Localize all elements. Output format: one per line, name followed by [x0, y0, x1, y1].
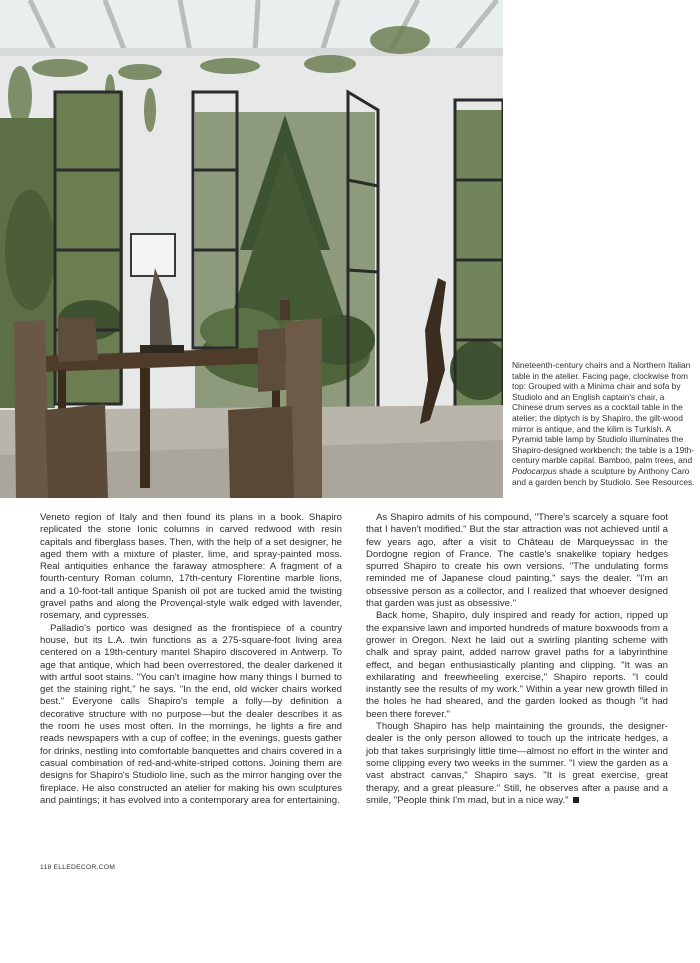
caption-text-part-1: Nineteenth-century chairs and a Northern Italian table in the atelier. Facing page, clockwise from top: Grouped with a Minima chair and sofa by Studiolo and an English captain's chair, a Chinese drum serves as a cocktail table in the atelier; the diptych is by Shapiro, the gilt-wood mirror is antique, and the kilim is Turkish. A Pyramid table lamp by Studiolo illuminates the Shapiro-designed workbench; the table is a 19th-century marble capital. Bamboo, palm trees, and [512, 360, 695, 466]
atelier-scene-illustration [0, 0, 503, 498]
photo-caption [512, 360, 696, 487]
article-paragraph-last [366, 721, 668, 807]
article-paragraph: As Shapiro admits of his compound, "There's scarcely a square foot that I haven't modified." But the star attraction was not achieved until a few years ago, after a visit to Château de Marqueyssac in the Dordogne region of France. The castle's snakelike topiary hedges spurred Shapiro to create his own versions. "The undulating forms reminded me of Japanese cloud painting," says the dealer. "I'm an obsessive person as a collector, and I realized that whoever designed that garden was just as obsessive." [366, 512, 668, 610]
caption-text [512, 360, 696, 487]
end-of-article-mark [573, 797, 579, 803]
caption-text-part-2: shade a sculpture by Anthony Caro and a garden bench by Studiolo. See Resources. [512, 465, 695, 487]
page-folio [40, 864, 115, 871]
website-url: ELLEDECOR.COM [53, 864, 116, 871]
article-column-right [366, 512, 668, 807]
article-column-left [40, 512, 342, 807]
article-paragraph-text: Though Shapiro has help maintaining the grounds, the designer-dealer is the only person allowed to touch up the intricate hedges, a job that takes surprisingly little time—almost no effort in the winter and some clipping every two weeks in the summer. "I view the garden as a vast abstract canvas," Shapiro says. "It is great exercise, great therapy, and a great pleasure." Still, he observes after a pause and a smile, "People think I'm mad, but in a nice way." [366, 721, 668, 806]
article-paragraph: Veneto region of Italy and then found its plans in a book. Shapiro replicated the stone Ionic columns in carved redwood with resin capitals and fiberglass bases. Then, with the help of a set designer, he aged them with a mixture of plaster, lime, and spray-painted moss. Real antiquities enhance the faraway atmosphere: A fragment of a fourth-century Roman column, 17th-century Florentine marble lions, and a 10-foot-tall antique Spanish oil pot are tucked amid the twisting gravel paths and along the Provençal-style walk edged with lavender, rosemary, and cypresses. [40, 512, 342, 622]
caption-italic-term: Podocarpus [512, 465, 557, 476]
article-paragraph: Back home, Shapiro, duly inspired and ready for action, ripped up the expansive lawn and imported hundreds of mature boxwoods from a grower in Oregon. Next he laid out a swirling planting scheme with chalk and spray paint, added narrow gravel paths for a labyrinthine effect, and began enthusiastically planting and clipping. "It was an exhilarating and freewheeling exercise," Shapiro reports. "I could instantly see the results of my work." Within a year new growth filled in the holes he had sheared, and the garden looked as though "it had been there forever." [366, 610, 668, 720]
article-paragraph: Palladio's portico was designed as the frontispiece of a country house, but its L.A. twin functions as a 275-square-foot living area centered on a 19th-century mantel Shapiro discovered in Antwerp. To age that antique, which had been overrestored, the dealer darkened it with artful soot stains. "You can't imagine how many things I burned to get the staining right," he says. "In the end, old wicker chairs worked best." Everyone calls Shapiro's temple a folly—by definition a decorative structure with no purpose—but the dealer describes it as the room he uses most often. In the mornings, he lights a fire and reads newspapers with a cup of coffee; in the evenings, guests gather for drinks, nestling into comfortable banquettes and chairs covered in a casual combination of red-and-white-striped cottons. Joining them are designs for Shapiro's Studiolo line, such as the mirror hanging over the fireplace. He also constructed an atelier for making his own sculptures and paintings; it has evolved into a contemporary area for entertaining. [40, 622, 342, 806]
atelier-photo [0, 0, 503, 498]
page-number: 118 [40, 864, 52, 871]
